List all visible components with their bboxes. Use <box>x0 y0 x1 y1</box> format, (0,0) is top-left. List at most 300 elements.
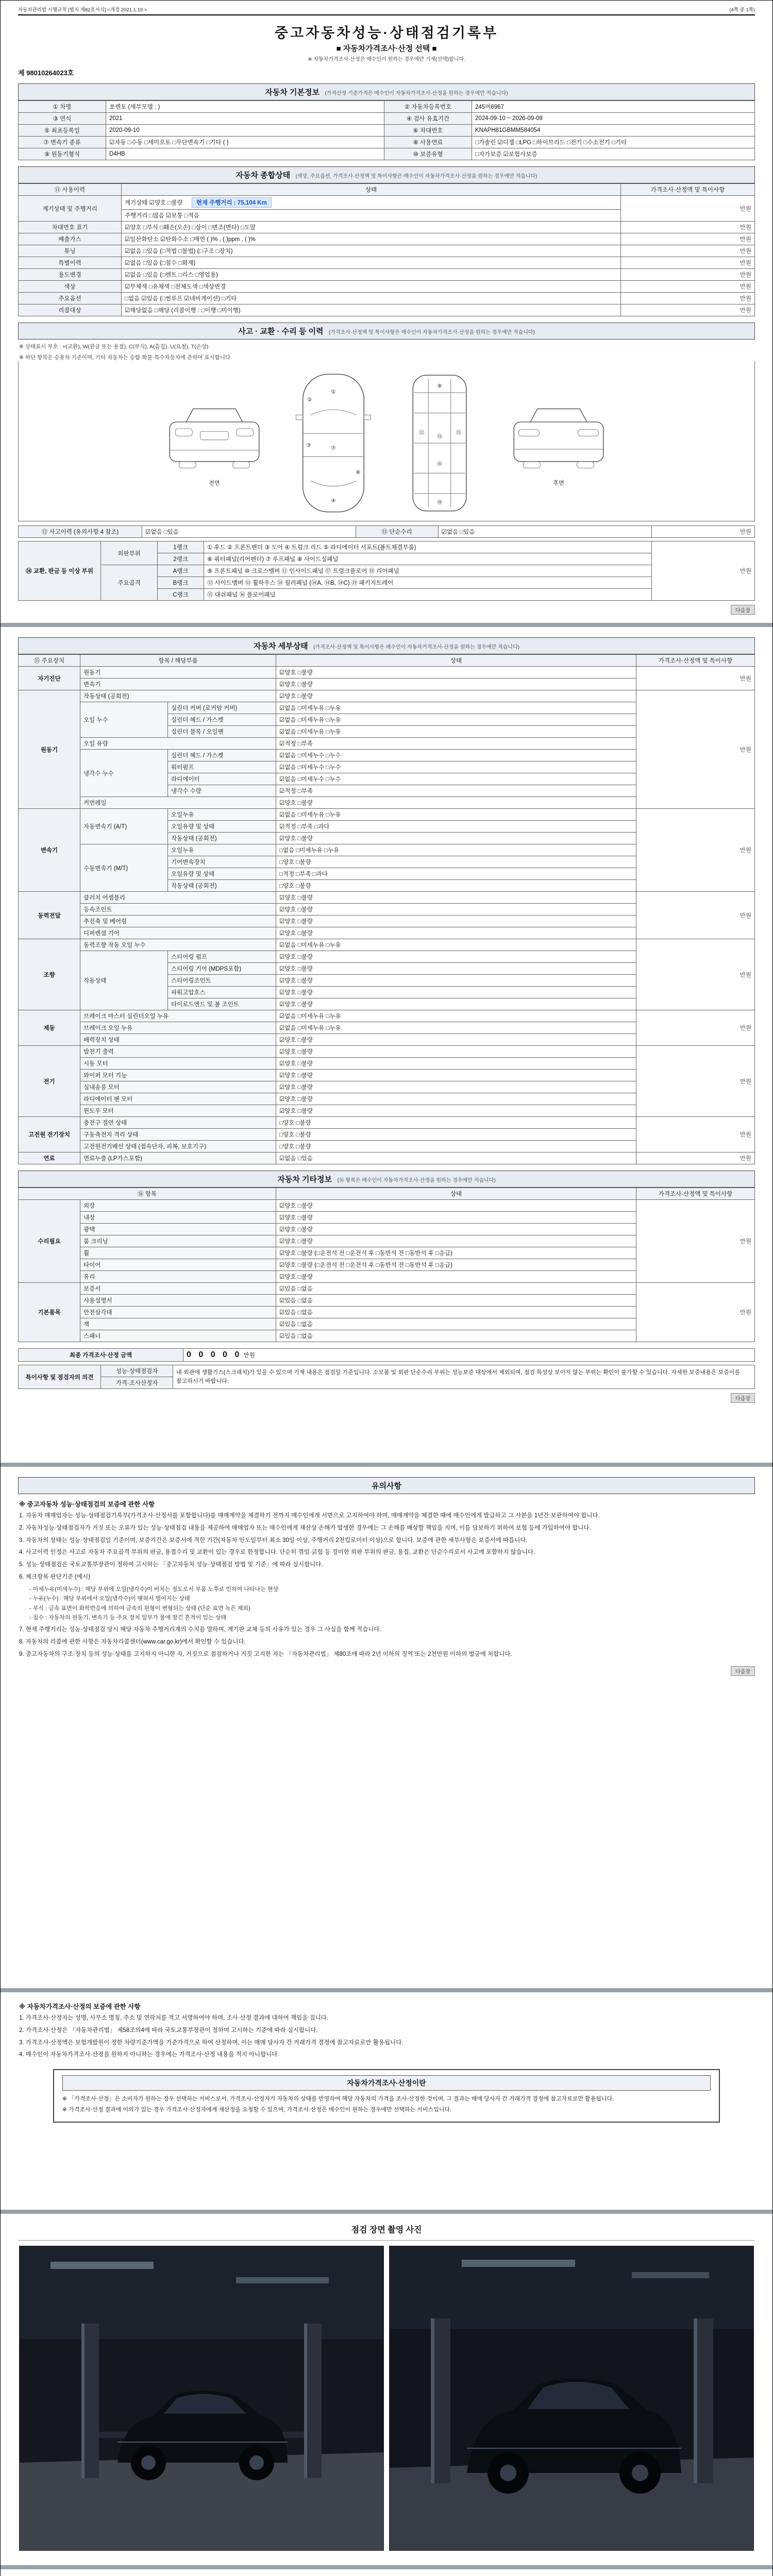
item-cell: 브레이크 오일 누유 <box>80 1022 276 1034</box>
column-header: 가격조사·산정액 및 특이사항 <box>636 1188 755 1200</box>
item-cell: 냉각수 누수 <box>80 750 168 797</box>
state-cell: ☑있음 □없음 <box>276 1330 636 1342</box>
inspector-opinion-text: 내·외관에 생활기스(스크래치)가 있을 수 있으며 기재 내용은 점검일 기준입니다. 소모품 및 외판 단순수리 부위는 성능보증 대상에서 제외되며, 점검 특성상 보이지 않는 부위는 확인이 불가할 수 있습니다. 자세한 보증내용은 보증서를 참고하시기 바랍니다. <box>173 1365 755 1389</box>
column-header: 상태 <box>276 1188 636 1200</box>
car-rear-diagram <box>505 400 613 487</box>
subitem-cell: 파워고압호스 <box>168 987 276 998</box>
state-cell: ☑양호 □불량 (□운전석 전 □운전석 후 □동반석 전 □동반석 후 □응급) <box>276 1259 636 1271</box>
diagram-caption-rear: 후면 <box>553 480 564 486</box>
final-price-unit: 만원 <box>243 1352 255 1359</box>
item-cell: 연료누출 (LP가스포함) <box>80 1153 276 1164</box>
subitem-cell: 오일누유 <box>168 844 276 856</box>
car-frame-diagram <box>398 368 481 518</box>
photos-title: 점검 장면 촬영 사진 <box>18 2218 755 2241</box>
svg-text:②: ② <box>307 397 312 403</box>
state-cell: ☑양호 □불량 <box>276 998 636 1010</box>
detail-state-table <box>18 654 755 1164</box>
title-block <box>18 15 755 63</box>
device-cell: 원동기 <box>19 690 80 809</box>
item-cell: 배력장치 상태 <box>80 1034 276 1046</box>
item-cell: 윈도우 모터 <box>80 1105 276 1117</box>
state-cell: ☑없음 □미세누수 □누수 <box>276 761 636 773</box>
column-header: ⑯ 항목 <box>19 1188 276 1200</box>
column-header: ⑮ 주요장치 <box>19 655 80 667</box>
car-front-diagram <box>160 400 268 487</box>
state-cell: □없음 □미세누유 □누유 <box>276 844 636 856</box>
page-title: 중고자동차성능·상태점검기록부 <box>274 25 499 41</box>
usage-change-state: ☑없음 □있음 (□렌트 □리스 □영업용) <box>122 269 621 281</box>
simple-repair-state: ☑없음 □있음 <box>438 526 652 538</box>
price-option-note: ※ 자동차가격조사·산정은 매수인이 원하는 경우에만 기재(선택)합니다. <box>308 57 465 62</box>
special-history-state: ☑없음 □있음 (□침수 □화재) <box>122 257 621 269</box>
state-cell: ☑양호 □불량 <box>276 975 636 987</box>
inspection-photos <box>18 2246 755 2551</box>
notice-item: 2. 가격조사·산정은 「자동차관리법」 제58조의4에 따라 국토교통부장관이 정하여 고시하는 기준에 따라 실시합니다. <box>19 2027 318 2033</box>
row-label: 색상 <box>19 281 122 293</box>
vin-value: KNAPH81GBMM584054 <box>472 125 755 137</box>
page-1 <box>1 1 772 627</box>
state-cell: ☑적정 □부족 □과다 <box>276 821 636 833</box>
price-cell: 만원 <box>621 233 755 245</box>
state-cell: ☑있음 □없음 <box>276 1283 636 1295</box>
svg-text:⑱: ⑱ <box>436 500 443 506</box>
rank-parts: ⑨ 프론트패널 ⑩ 크로스멤버 ⑪ 인사이드패널 ⑰ 트렁크플로어 ⑱ 리어패널 <box>204 565 652 577</box>
section-notices: 유의사항 <box>18 1477 755 1494</box>
item-cell: 외장 <box>80 1200 276 1212</box>
field-label: ⑩ 보증유형 <box>384 148 472 160</box>
svg-text:④: ④ <box>331 498 336 504</box>
state-cell: □적정 □부족 □과다 <box>276 868 636 880</box>
mileage-level-state: 주행거리 □많음 ☑보통 □적음 <box>122 210 621 222</box>
field-label: ② 자동차등록번호 <box>384 101 472 113</box>
rank-parts: ① 후드 ② 프론트펜더 ③ 도어 ④ 트렁크 리드 ⑤ 라디에이터 서포트(볼트체결부품) <box>204 541 652 553</box>
state-cell: □양호 □불량 <box>276 880 636 892</box>
price-cell: 만원 <box>636 892 755 939</box>
car-frame-view <box>398 368 481 518</box>
inspection-photo-2 <box>389 2246 754 2551</box>
price-cell: 만원 <box>621 222 755 233</box>
price-cell: 만원 <box>636 939 755 1010</box>
subitem-cell: 워터펌프 <box>168 761 276 773</box>
state-cell: ☑양호 □불량 <box>276 1212 636 1224</box>
subitem-cell: 오일유량 및 상태 <box>168 868 276 880</box>
device-cell: 고전원 전기장치 <box>19 1117 80 1153</box>
state-cell: ☑있음 □없음 <box>276 1295 636 1307</box>
options-state: □없음 ☑있음 (□썬루프 ☑네비게이션) □기타 <box>122 293 621 304</box>
subitem-cell: 실린더 헤드 / 가스켓 <box>168 750 276 761</box>
table-row <box>19 1046 755 1058</box>
device-cell: 조향 <box>19 939 80 1010</box>
inspection-photo-1 <box>19 2246 384 2551</box>
model-year-value: 2021 <box>106 113 384 125</box>
state-cell: ☑양호 □불량 <box>276 1093 636 1105</box>
inspector-opinion-table <box>18 1365 755 1389</box>
state-cell: ☑없음 □미세누유 □누유 <box>276 1022 636 1034</box>
section-misc-info: 자동차 기타정보 (⑯ 항목은 매수인이 자동차가격조사·산정을 원하는 경우에만 적습니다) <box>18 1171 755 1188</box>
state-cell: ☑양호 □불량 <box>276 916 636 927</box>
row-label: 튜닝 <box>19 245 122 257</box>
state-mark-legend: ※ 상태표시 부호 : ×(교환), W(판금 또는 용접), C(부식), A(흠집), U(요철), T(손상) <box>19 344 209 350</box>
item-cell: 시동 모터 <box>80 1058 276 1070</box>
panel-rank-table <box>18 541 755 601</box>
state-cell: ☑있음 □없음 <box>276 1318 636 1330</box>
registration-number-value: 245머6967 <box>472 101 755 113</box>
page-photos <box>1 2214 772 2569</box>
final-price-value: 0 0 0 0 0 <box>187 1350 242 1359</box>
page-3 <box>1 1467 772 1992</box>
section-basic-info: 자동차 기본정보 (가격산정 기준가격은 매수인이 자동차가격조사·산정을 원하는 경우에만 적습니다) <box>18 83 755 100</box>
state-cell: ☑양호 □불량 <box>276 1046 636 1058</box>
item-cell: 수동변속기 (M/T) <box>80 844 168 892</box>
field-label: ⑤ 최초등록일 <box>19 125 106 137</box>
state-cell: ☑양호 □불량 <box>276 1224 636 1235</box>
group-label: 주요골격 <box>101 565 158 601</box>
svg-text:③: ③ <box>306 443 311 449</box>
odometer-state: 계기상태 ☑양호 □불량 <box>125 200 183 206</box>
appraisal-info-line: ※ 가격조사·산정 결과에 이의가 있는 경우 가격조사·산정자에게 재산정을 요청할 수 있으며, 가격조사·산정은 매수인이 원하는 경우에만 선택하는 서비스입니다. <box>62 2107 452 2113</box>
rank-label: A랭크 <box>158 565 204 577</box>
vin-marking-state: ☑양호 □부식 □훼손(오손) □상이 □변조(변타) □도말 <box>122 222 621 233</box>
price-cell: 만원 <box>636 1200 755 1283</box>
state-cell: ☑양호 □불량 <box>276 1200 636 1212</box>
color-state: ☑무채색 □유채색 □전체도색 □색상변경 <box>122 281 621 293</box>
final-price-label: 최종 가격조사·산정 금액 <box>19 1349 183 1362</box>
vehicle-type-legend: ※ 하단 항목은 승용차 기준이며, 기타 자동차는 승합·화물·특수자동차에 준하여 표시합니다. <box>19 354 232 361</box>
rank-table-header: ⑭ 교환, 판금 등 이상 부위 <box>19 541 101 601</box>
row-label: 용도변경 <box>19 269 122 281</box>
item-cell: 와이퍼 모터 기능 <box>80 1070 276 1081</box>
svg-text:⑨: ⑨ <box>437 383 442 389</box>
price-cell: 만원 <box>652 541 755 601</box>
rank-parts: ⑮ 대쉬패널 ⑯ 플로어패널 <box>204 589 652 601</box>
accident-history-table <box>18 526 755 538</box>
first-registration-value: 2020-09-10 <box>106 125 384 137</box>
column-header: ⑪ 사용이력 <box>19 184 122 196</box>
item-cell: 사용설명서 <box>80 1295 276 1307</box>
notice-item: 1. 가격조사·산정자는 성명, 사무소 명칭, 주소 및 연락처를 적고 서명하여야 하며, 조사·산정 결과에 대하여 책임을 집니다. <box>19 2015 329 2021</box>
item-cell: 유리 <box>80 1271 276 1283</box>
state-cell: ☑양호 □불량 <box>276 1081 636 1093</box>
rank-label: C랭크 <box>158 589 204 601</box>
device-cell: 기본품목 <box>19 1283 80 1342</box>
car-name-value: 쏘렌토 (세부모델 : ) <box>106 101 384 113</box>
state-cell: ☑양호 □불량 <box>276 690 636 702</box>
car-front-view <box>160 400 268 477</box>
svg-text:⑥: ⑥ <box>356 470 361 476</box>
simple-repair-label: ⑬ 단순수리 <box>356 526 438 538</box>
diagram-caption-front: 전면 <box>209 480 220 486</box>
current-mileage: 현재 주행거리 : 75,104 Km <box>192 197 272 208</box>
state-cell: ☑없음 □미세누유 □누유 <box>276 939 636 951</box>
overall-state-table <box>18 183 755 316</box>
field-label: ④ 검사 유효기간 <box>384 113 472 125</box>
device-cell: 수리필요 <box>19 1200 80 1283</box>
field-label: ⑧ 사용연료 <box>384 137 472 148</box>
rule-reference: 자동차관리법 시행규칙 [별지 제82호서식] <개정 2021.1.19.> <box>18 7 147 13</box>
item-cell: 광택 <box>80 1224 276 1235</box>
state-cell: ☑있음 □없음 <box>276 1307 636 1318</box>
item-cell: 타이어 <box>80 1259 276 1271</box>
state-cell: ☑없음 □미세누유 □누유 <box>276 1010 636 1022</box>
price-option-subtitle: ■ 자동차가격조사·산정 선택 ■ <box>336 44 437 53</box>
top-strip <box>18 5 755 15</box>
state-cell: ☑없음 □미세누수 □누수 <box>276 773 636 785</box>
appraisal-info-line: ※ 「가격조사·산정」은 소비자가 원하는 경우 선택하는 서비스로서, 가격조사·산정자가 자동차의 상태를 반영하여 해당 자동차의 가격을 조사·산정한 것이며, 그 결과는 매매 당사자 간 거래가격 결정에 참고자료로만 활용됩니다. <box>62 2096 614 2103</box>
item-cell: 추진축 및 베어링 <box>80 916 276 927</box>
car-diagrams <box>18 361 755 521</box>
state-cell: ☑양호 □불량 <box>276 1105 636 1117</box>
subitem-cell: 실린더 헤드 / 가스켓 <box>168 714 276 726</box>
subitem-cell: 스티어링 기어 (MDPS포함) <box>168 963 276 975</box>
item-cell: 휠 <box>80 1247 276 1259</box>
item-cell: 안전삼각대 <box>80 1307 276 1318</box>
table-row <box>19 690 755 702</box>
warranty-type-value: □자가보증 ☑보험사보증 <box>472 148 755 160</box>
item-cell: 룸 크리닝 <box>80 1235 276 1247</box>
notice-item: 3. 자동차의 상태는 성능·상태점검일 기준이며, 보증기간은 보증서에 적힌 기간(자동차 인도일부터 최소 30일 이상, 주행거리 2천킬로미터 이상)으로 합니다. 보증에 관한 세부사항은 보증서에 따릅니다. <box>19 1537 528 1544</box>
table-row <box>19 1153 755 1164</box>
state-cell: ☑양호 □불량 <box>276 679 636 690</box>
item-cell: 등속조인트 <box>80 904 276 916</box>
price-cell: 만원 <box>636 1117 755 1153</box>
device-cell: 제동 <box>19 1010 80 1046</box>
svg-text:⑯: ⑯ <box>436 461 443 467</box>
item-cell: 디퍼렌셜 기어 <box>80 927 276 939</box>
next-page-button[interactable]: 다음장 <box>731 605 755 615</box>
state-cell: ☑양호 □불량 <box>276 1070 636 1081</box>
state-cell: ☑양호 □불량 <box>276 833 636 844</box>
notice-item: 5. 성능·상태점검은 국토교통부장관이 정하여 고시하는 「중고자동차 성능·상태점검 방법 및 기준」에 따라 실시합니다. <box>19 1562 323 1568</box>
accident-history-state: ☑없음 □있음 <box>142 526 356 538</box>
item-cell: 라디에이터 팬 모터 <box>80 1093 276 1105</box>
notices-list <box>18 1512 755 1659</box>
item-cell: 원동기 <box>80 667 276 679</box>
item-cell: 클러치 어셈블리 <box>80 892 276 904</box>
svg-text:⑦: ⑦ <box>331 446 336 452</box>
state-cell: ☑없음 □미세누수 □누수 <box>276 750 636 761</box>
price-cell: 만원 <box>621 304 755 316</box>
row-label: 특별이력 <box>19 257 122 269</box>
table-row <box>19 939 755 951</box>
field-label: ⑦ 변속기 종류 <box>19 137 106 148</box>
misc-info-table <box>18 1188 755 1342</box>
item-cell: 보증서 <box>80 1283 276 1295</box>
table-row <box>19 1200 755 1212</box>
column-header: 상태 <box>276 655 636 667</box>
item-cell: 브레이크 마스터 실린더오일 누유 <box>80 1010 276 1022</box>
opinion-title: 특이사항 및 점검자의 의견 <box>19 1365 101 1389</box>
inspection-period-value: 2024-09-10 ~ 2026-09-09 <box>472 113 755 125</box>
state-cell: ☑적정 □부족 <box>276 785 636 797</box>
section-accident-history: 사고 · 교환 · 수리 등 이력 (가격조사·산정액 및 특이사항은 매수인이 자동차가격조사·산정을 원하는 경우에만 적습니다) <box>18 323 755 340</box>
notice-subitem: - 미세누유(미세누수) : 해당 부위에 오일(냉각수)이 비치는 정도로서 부품 노후로 인하여 나타나는 현상 <box>29 1586 279 1592</box>
device-cell: 전기 <box>19 1046 80 1117</box>
state-cell: ☑없음 □있음 <box>276 1153 636 1164</box>
final-price-value-cell <box>183 1349 755 1362</box>
price-cell: 만원 <box>636 1153 755 1164</box>
odometer-state-cell <box>122 196 621 210</box>
item-cell: 내장 <box>80 1212 276 1224</box>
field-label: ① 차명 <box>19 101 106 113</box>
row-label: 배출가스 <box>19 233 122 245</box>
notice-subitem: - 누유(누수) : 해당 부위에서 오일(냉각수)이 맺혀서 떨어지는 상태 <box>29 1596 190 1602</box>
field-label: ⑥ 차대번호 <box>384 125 472 137</box>
state-cell: ☑양호 □불량 <box>276 927 636 939</box>
notice-item: 9. 중고자동차의 구조·장치 등의 성능·상태를 고지하지 아니한 자, 거짓으로 점검하거나 거짓 고지한 자는 「자동차관리법」 제80조에 따라 2년 이하의 징역 또는 2천만원 이하의 벌금에 처합니다. <box>19 1651 512 1657</box>
emission-state: ☑일산화탄소 ☑탄화수소 □매연 ( )% , ( )ppm , ( )% <box>122 233 621 245</box>
accident-history-label: ⑫ 사고이력 (유의사항 4 참조) <box>19 526 142 538</box>
item-cell: 고전원전기배선 상태 (접속단자, 피복, 보호기구) <box>80 1141 276 1153</box>
state-cell: ☑없음 □미세누유 □누유 <box>276 809 636 821</box>
car-top-view <box>292 368 375 518</box>
subitem-cell: 타이로드엔드 및 볼 조인트 <box>168 998 276 1010</box>
notices-intro: ※ 중고자동차 성능·상태점검의 보증에 관한 사항 <box>19 1501 155 1508</box>
appraiser-role-label: 가격·조사산정자 <box>101 1377 173 1389</box>
svg-text:⑬: ⑬ <box>456 430 461 436</box>
transmission-value: ☑자동 □수동 □세미오토 □무단변속기 □기타 ( ) <box>106 137 384 148</box>
group-label: 외판부위 <box>101 541 158 565</box>
notice-subitem: - 침수 : 자동차의 원동기, 변속기 등 주요 장치 일부가 물에 잠긴 흔적이 있는 상태 <box>29 1615 226 1621</box>
column-header: 가격조사·산정액 및 특이사항 <box>621 184 755 196</box>
subitem-cell: 스티어링조인트 <box>168 975 276 987</box>
price-cell: 만원 <box>636 1046 755 1117</box>
rank-parts: ⑫ 사이드멤버 ⑬ 휠하우스 ⑭ 필러패널 (⑭A, ⑭B, ⑭C) ⑲ 패키지트레이 <box>204 577 652 589</box>
subitem-cell: 작동상태 (공회전) <box>168 880 276 892</box>
item-cell: 동력조향 작동 오일 누수 <box>80 939 276 951</box>
price-cell: 만원 <box>636 1283 755 1342</box>
state-cell: ☑양호 □불량 <box>276 1235 636 1247</box>
state-cell: ☑양호 □불량 <box>276 987 636 998</box>
svg-text:⑮: ⑮ <box>436 434 443 440</box>
column-header: 상태 <box>122 184 621 196</box>
price-cell: 만원 <box>621 245 755 257</box>
state-cell: ☑양호 □불량 <box>276 797 636 809</box>
state-cell: ☑양호 □불량 <box>276 1034 636 1046</box>
state-cell: □양호 □불량 <box>276 1129 636 1141</box>
subitem-cell: 스티어링 펌프 <box>168 951 276 963</box>
item-cell: 잭 <box>80 1318 276 1330</box>
state-cell: ☑양호 □불량 <box>276 951 636 963</box>
state-cell: ☑양호 □불량 <box>276 904 636 916</box>
state-cell: □양호 □불량 <box>276 1141 636 1153</box>
item-cell: 변속기 <box>80 679 276 690</box>
car-rear-view <box>505 400 613 477</box>
page-4 <box>1 1992 772 2214</box>
item-cell: 자동변속기 (A/T) <box>80 809 168 844</box>
state-cell: ☑없음 □미세누유 □누유 <box>276 714 636 726</box>
state-cell: ☑양호 □불량 (□운전석 전 □운전석 후 □동반석 전 □동반석 후 □응급) <box>276 1247 636 1259</box>
notice-item: 7. 현재 주행거리는 성능·상태점검 당시 해당 자동차 주행거리계의 수치를 말하며, 계기판 교체 등의 사유가 있는 경우 그 사실을 함께 적습니다. <box>19 1626 381 1633</box>
engine-type-value: D4HB <box>106 148 384 160</box>
item-cell: 스패너 <box>80 1330 276 1342</box>
document-number: 제 98010264023호 <box>18 69 74 77</box>
svg-text:⑫: ⑫ <box>418 430 425 436</box>
column-header: 가격조사·산정액 및 특이사항 <box>636 655 755 667</box>
price-cell: 만원 <box>621 281 755 293</box>
state-cell: □양호 □불량 <box>276 1117 636 1129</box>
table-row <box>19 809 755 821</box>
appraisal-notices-list <box>18 2014 755 2060</box>
recall-state: ☑해당없음 □해당 (리콜이행 : □이행 □미이행) <box>122 304 621 316</box>
subitem-cell: 작동상태 (공회전) <box>168 833 276 844</box>
notice-item: 8. 자동차의 리콜에 관한 사항은 자동차리콜센터(www.car.go.kr)에서 확인할 수 있습니다. <box>19 1638 246 1645</box>
rank-parts: ⑥ 쿼터패널(리어펜더) ⑦ 루프패널 ⑧ 사이드실패널 <box>204 553 652 565</box>
rank-label: B랭크 <box>158 577 204 589</box>
item-cell: 오일 유량 <box>80 738 276 750</box>
state-cell: ☑양호 □불량 <box>276 963 636 975</box>
item-cell: 커먼레일 <box>80 797 276 809</box>
table-row <box>19 892 755 904</box>
item-cell: 작동상태 <box>80 951 168 1010</box>
state-cell: □양호 □불량 <box>276 856 636 868</box>
appraisal-info-title: 자동차가격조사·산정이란 <box>62 2075 711 2091</box>
svg-text:①: ① <box>331 389 336 395</box>
subitem-cell: 기어변속장치 <box>168 856 276 868</box>
item-cell: 오일 누수 <box>80 702 168 738</box>
notice-item: 3. 가격조사·산정액은 보험개발원이 정한 차량기준가액을 기준가격으로 하여 산정하며, 이는 매매 당사자 간 거래가격 결정에 참고자료로만 활용됩니다. <box>19 2039 404 2046</box>
device-cell: 동력전달 <box>19 892 80 939</box>
subitem-cell: 오일유량 및 상태 <box>168 821 276 833</box>
field-label: ③ 연식 <box>19 113 106 125</box>
notice-item: 6. 체크항목 판단기준 (예시) <box>19 1574 90 1581</box>
notice-item: 1. 자동차 매매업자는 성능·상태점검기록부(가격조사·산정서를 포함합니다)를 매매계약을 체결하기 전까지 매수인에게 서면으로 고지하여야 하며, 매매계약을 체결한 때에 매수인에게 발급하고 그 사본을 1년간 보관하여야 합니다. <box>19 1513 600 1519</box>
car-top-body-diagram <box>292 368 375 518</box>
fuel-value: □가솔린 ☑디젤 □LPG □하이브리드 □전기 □수소전기 □기타 <box>472 137 755 148</box>
rank-label: 2랭크 <box>158 553 204 565</box>
page-signature <box>1 2569 772 2576</box>
appraisal-notices-heading: ※ 자동차가격조사·산정의 보증에 관한 사항 <box>19 2003 141 2010</box>
item-cell: 충전구 절연 상태 <box>80 1117 276 1129</box>
row-label: 차대번호 표기 <box>19 222 122 233</box>
item-cell: 구동축전지 격리 상태 <box>80 1129 276 1141</box>
notice-item: 4. 사고이력 인정은 사고로 자동차 주요골격 부위의 판금, 용접수리 및 교환이 있는 경우로 한정합니다. 단순히 꺾임·긁힘 등 경미한 외판 부위의 판금, 용접, 교환은 단순수리로서 사고에 포함하지 않습니다. <box>19 1549 535 1556</box>
section-detail-state: 자동차 세부상태 (가격조사·산정액 및 특이사항은 매수인이 자동차가격조사·산정을 원하는 경우에만 적습니다) <box>18 637 755 654</box>
table-row <box>19 1117 755 1129</box>
item-cell: 발전기 출력 <box>80 1046 276 1058</box>
table-row <box>19 1283 755 1295</box>
price-cell: 만원 <box>621 196 755 222</box>
device-cell: 변속기 <box>19 809 80 892</box>
state-cell: ☑양호 □불량 <box>276 1058 636 1070</box>
row-label: 리콜대상 <box>19 304 122 316</box>
notice-subitem: - 부식 : 금속 표면이 화학반응에 의하여 금속의 원형이 변형되는 상태 (단순 표면 녹은 제외) <box>29 1605 250 1612</box>
subitem-cell: 실린더 커버 (로커암 커버) <box>168 702 276 714</box>
price-cell: 만원 <box>652 526 755 538</box>
item-cell: 실내송풍 모터 <box>80 1081 276 1093</box>
rank-label: 1랭크 <box>158 541 204 553</box>
page-2 <box>1 627 772 1467</box>
notice-item: 4. 매수인이 자동차가격조사·산정을 원하지 아니하는 경우에는 가격조사·산정 내용을 적지 아니합니다. <box>19 2052 279 2058</box>
price-cell: 만원 <box>621 257 755 269</box>
device-cell: 연료 <box>19 1153 80 1164</box>
next-page-button[interactable]: 다음장 <box>731 1666 755 1676</box>
section-overall-state: 자동차 종합상태 (색상, 주요옵션, 가격조사·산정액 및 특이사항은 매수인이 자동차가격조사·산정을 원하는 경우에만 적습니다) <box>18 166 755 183</box>
appraisal-info-box <box>53 2069 720 2123</box>
price-cell: 만원 <box>636 809 755 892</box>
row-label: 주요옵션 <box>19 293 122 304</box>
subitem-cell: 라디에이터 <box>168 773 276 785</box>
table-row <box>19 1010 755 1022</box>
price-cell: 만원 <box>636 1010 755 1046</box>
table-row <box>19 667 755 679</box>
next-page-button[interactable]: 다음장 <box>731 1393 755 1403</box>
notice-item: 2. 자동차성능·상태점검자가 거짓 또는 오류가 있는 성능·상태점검 내용을 제공하여 매매업자 또는 매수인에게 재산상 손해가 발생한 경우에는 그 손해를 배상할 책임을 지며, 이를 담보하기 위하여 보험 등에 가입하여야 합니다. <box>19 1524 591 1531</box>
field-label: ⑨ 원동기형식 <box>19 148 106 160</box>
basic-info-table <box>18 100 755 160</box>
state-cell: ☑없음 □미세누유 □누유 <box>276 726 636 738</box>
column-header: 항목 / 해당부품 <box>80 655 276 667</box>
state-cell: ☑적정 □부족 <box>276 738 636 750</box>
